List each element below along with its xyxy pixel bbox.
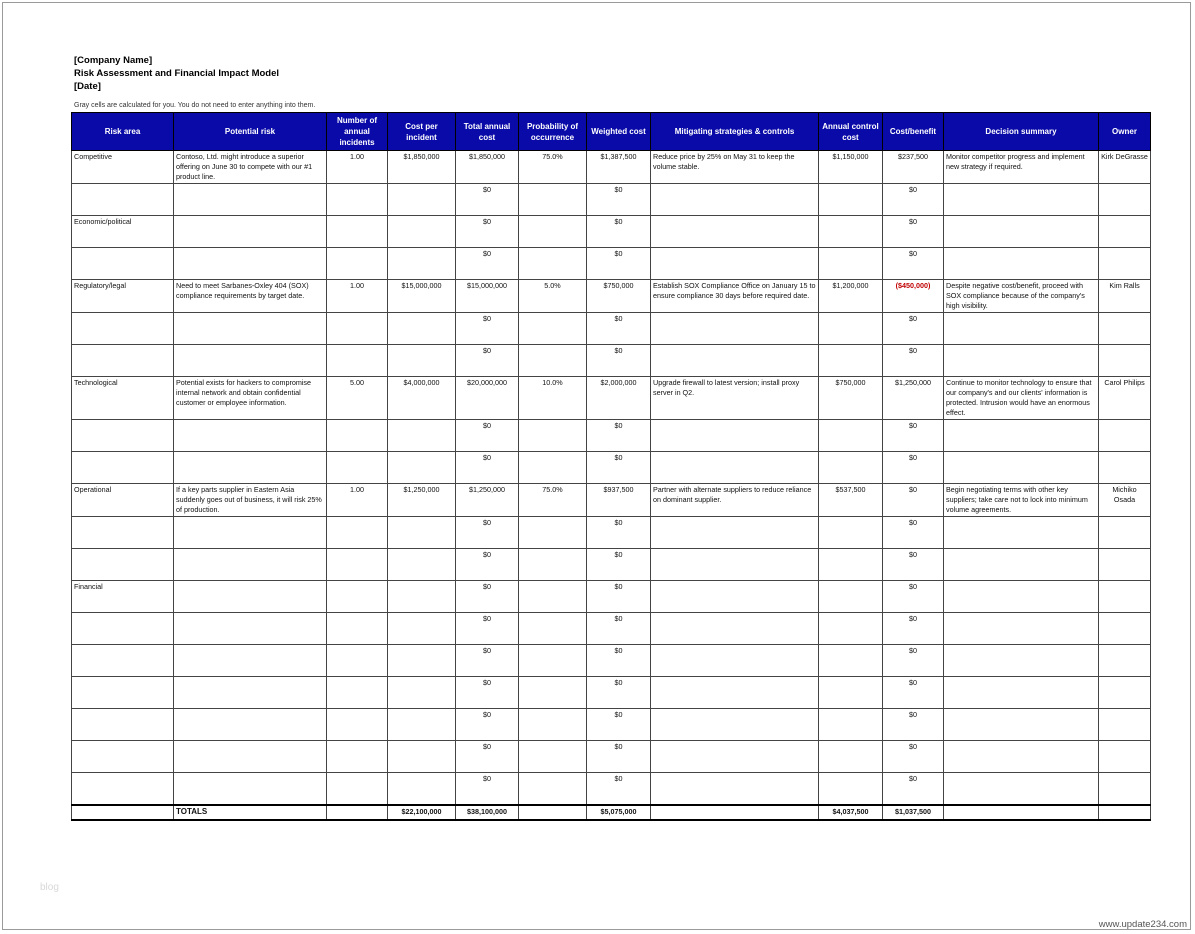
cell-probability[interactable]	[519, 709, 587, 741]
cell-decision-summary[interactable]	[944, 216, 1099, 248]
cell-potential-risk[interactable]	[174, 709, 327, 741]
cell-decision-summary[interactable]	[944, 248, 1099, 280]
cell-potential-risk[interactable]	[174, 517, 327, 549]
cell-weighted-cost[interactable]: $0	[587, 741, 651, 773]
col-weighted-cost[interactable]: Weighted cost	[587, 113, 651, 151]
cell-probability[interactable]	[519, 677, 587, 709]
cell-potential-risk[interactable]	[174, 549, 327, 581]
cell-annual-incidents[interactable]	[327, 773, 388, 806]
cell-annual-incidents[interactable]	[327, 452, 388, 484]
cell-potential-risk[interactable]	[174, 645, 327, 677]
cell-risk-area[interactable]: Competitive	[72, 151, 174, 184]
cell-cost-per-incident[interactable]: $15,000,000	[388, 280, 456, 313]
cell-cost-benefit[interactable]: $0	[883, 484, 944, 517]
cell-annual-control-cost[interactable]	[819, 184, 883, 216]
site-watermark: www.update234.com	[1098, 919, 1187, 930]
cell-cost-benefit[interactable]: $0	[883, 184, 944, 216]
col-annual-control-cost[interactable]: Annual control cost	[819, 113, 883, 151]
cell-cost-benefit[interactable]: $0	[883, 677, 944, 709]
cell-mitigating-strategies[interactable]	[651, 773, 819, 806]
table-row	[72, 151, 1151, 184]
cell-annual-control-cost[interactable]	[819, 773, 883, 806]
col-mitigating-strategies[interactable]: Mitigating strategies & controls	[651, 113, 819, 151]
cell-total-annual-cost[interactable]: $20,000,000	[456, 377, 519, 420]
cell-probability[interactable]	[519, 517, 587, 549]
cell-owner[interactable]: Kirk DeGrasse	[1099, 151, 1151, 184]
cell-cost-per-incident[interactable]	[388, 345, 456, 377]
total-risk-area	[72, 805, 174, 820]
cell-owner[interactable]: Carol Philips	[1099, 377, 1151, 420]
cell-weighted-cost[interactable]: $0	[587, 517, 651, 549]
table-row	[72, 184, 1151, 216]
cell-risk-area[interactable]	[72, 741, 174, 773]
cell-decision-summary[interactable]	[944, 517, 1099, 549]
document-title: Risk Assessment and Financial Impact Model	[74, 68, 280, 79]
cell-cost-per-incident[interactable]: $1,850,000	[388, 151, 456, 184]
cell-annual-control-cost[interactable]	[819, 452, 883, 484]
cell-annual-control-cost[interactable]	[819, 216, 883, 248]
cell-owner[interactable]	[1099, 613, 1151, 645]
cell-cost-benefit[interactable]: $0	[883, 709, 944, 741]
cell-risk-area[interactable]	[72, 613, 174, 645]
cell-cost-per-incident[interactable]	[388, 645, 456, 677]
cell-potential-risk[interactable]	[174, 345, 327, 377]
cell-probability[interactable]: 5.0%	[519, 280, 587, 313]
cell-owner[interactable]	[1099, 645, 1151, 677]
cell-weighted-cost[interactable]: $0	[587, 248, 651, 280]
cell-potential-risk[interactable]: Need to meet Sarbanes-Oxley 404 (SOX) compliance requirements by target date.	[174, 280, 327, 313]
cell-annual-incidents[interactable]	[327, 216, 388, 248]
cell-annual-control-cost[interactable]	[819, 248, 883, 280]
cell-total-annual-cost[interactable]: $0	[456, 741, 519, 773]
cell-decision-summary[interactable]	[944, 313, 1099, 345]
cell-weighted-cost[interactable]: $0	[587, 677, 651, 709]
cell-decision-summary[interactable]	[944, 645, 1099, 677]
cell-weighted-cost[interactable]: $0	[587, 345, 651, 377]
cell-decision-summary[interactable]	[944, 773, 1099, 806]
cell-weighted-cost[interactable]: $0	[587, 313, 651, 345]
cell-decision-summary[interactable]	[944, 709, 1099, 741]
cell-annual-incidents[interactable]	[327, 184, 388, 216]
cell-probability[interactable]	[519, 216, 587, 248]
cell-cost-per-incident[interactable]	[388, 709, 456, 741]
cell-probability[interactable]	[519, 184, 587, 216]
cell-risk-area[interactable]: Financial	[72, 581, 174, 613]
cell-risk-area[interactable]	[72, 313, 174, 345]
cell-potential-risk[interactable]: Potential exists for hackers to compromise internal network and obtain confidential customer or employee information.	[174, 377, 327, 420]
cell-cost-benefit[interactable]: $0	[883, 345, 944, 377]
cell-annual-control-cost[interactable]	[819, 345, 883, 377]
col-total-annual-cost[interactable]: Total annual cost	[456, 113, 519, 151]
cell-mitigating-strategies[interactable]	[651, 709, 819, 741]
col-cost-benefit[interactable]: Cost/benefit	[883, 113, 944, 151]
cell-mitigating-strategies[interactable]	[651, 549, 819, 581]
cell-annual-control-cost[interactable]	[819, 741, 883, 773]
cell-probability[interactable]: 75.0%	[519, 484, 587, 517]
cell-annual-control-cost[interactable]: $537,500	[819, 484, 883, 517]
cell-risk-area[interactable]: Operational	[72, 484, 174, 517]
cell-total-annual-cost[interactable]: $0	[456, 645, 519, 677]
cell-risk-area[interactable]	[72, 517, 174, 549]
cell-annual-control-cost[interactable]	[819, 709, 883, 741]
cell-risk-area[interactable]	[72, 549, 174, 581]
cell-cost-per-incident[interactable]	[388, 452, 456, 484]
cell-cost-per-incident[interactable]	[388, 581, 456, 613]
cell-probability[interactable]	[519, 345, 587, 377]
cell-annual-incidents[interactable]	[327, 313, 388, 345]
cell-probability[interactable]	[519, 452, 587, 484]
cell-mitigating-strategies[interactable]	[651, 613, 819, 645]
total-probability	[519, 805, 587, 820]
table-row	[72, 549, 1151, 581]
cell-cost-per-incident[interactable]: $1,250,000	[388, 484, 456, 517]
cell-owner[interactable]	[1099, 709, 1151, 741]
cell-cost-benefit[interactable]: $0	[883, 313, 944, 345]
cell-cost-benefit[interactable]: ($450,000)	[883, 280, 944, 313]
cell-annual-control-cost[interactable]	[819, 613, 883, 645]
cell-annual-incidents[interactable]	[327, 420, 388, 452]
table-row	[72, 248, 1151, 280]
cell-mitigating-strategies[interactable]	[651, 581, 819, 613]
cell-annual-incidents[interactable]	[327, 645, 388, 677]
cell-annual-incidents[interactable]	[327, 709, 388, 741]
cell-risk-area[interactable]: Technological	[72, 377, 174, 420]
cell-annual-incidents[interactable]	[327, 741, 388, 773]
cell-cost-per-incident[interactable]	[388, 517, 456, 549]
cell-annual-control-cost[interactable]	[819, 517, 883, 549]
document-date: [Date]	[74, 81, 101, 92]
cell-total-annual-cost[interactable]: $0	[456, 677, 519, 709]
cell-owner[interactable]	[1099, 248, 1151, 280]
cell-total-annual-cost[interactable]: $0	[456, 420, 519, 452]
cell-potential-risk[interactable]	[174, 420, 327, 452]
cell-annual-control-cost[interactable]: $750,000	[819, 377, 883, 420]
cell-total-annual-cost[interactable]: $0	[456, 709, 519, 741]
table-row	[72, 313, 1151, 345]
cell-potential-risk[interactable]	[174, 184, 327, 216]
table-row	[72, 773, 1151, 806]
cell-weighted-cost[interactable]: $1,387,500	[587, 151, 651, 184]
total-annual-control-cost: $4,037,500	[819, 805, 883, 820]
cell-cost-per-incident[interactable]	[388, 313, 456, 345]
cell-potential-risk[interactable]	[174, 773, 327, 806]
total-decision-summary	[944, 805, 1099, 820]
cell-probability[interactable]: 10.0%	[519, 377, 587, 420]
cell-cost-benefit[interactable]: $237,500	[883, 151, 944, 184]
cell-total-annual-cost[interactable]: $1,850,000	[456, 151, 519, 184]
cell-annual-control-cost[interactable]	[819, 313, 883, 345]
cell-weighted-cost[interactable]: $0	[587, 581, 651, 613]
cell-annual-incidents[interactable]	[327, 581, 388, 613]
cell-total-annual-cost[interactable]: $0	[456, 517, 519, 549]
table-row	[72, 280, 1151, 313]
cell-probability[interactable]	[519, 549, 587, 581]
cell-decision-summary[interactable]: Despite negative cost/benefit, proceed with SOX compliance because of the company's high visibility.	[944, 280, 1099, 313]
cell-mitigating-strategies[interactable]	[651, 216, 819, 248]
cell-cost-benefit[interactable]: $0	[883, 773, 944, 806]
cell-decision-summary[interactable]: Begin negotiating terms with other key suppliers; take care not to lock into minimum volume agreements.	[944, 484, 1099, 517]
cell-annual-incidents[interactable]	[327, 613, 388, 645]
total-cost-benefit: $1,037,500	[883, 805, 944, 820]
cell-owner[interactable]	[1099, 452, 1151, 484]
cell-owner[interactable]	[1099, 677, 1151, 709]
cell-total-annual-cost[interactable]: $1,250,000	[456, 484, 519, 517]
cell-mitigating-strategies[interactable]	[651, 677, 819, 709]
cell-cost-benefit[interactable]: $0	[883, 216, 944, 248]
total-weighted-cost: $5,075,000	[587, 805, 651, 820]
cell-mitigating-strategies[interactable]: Partner with alternate suppliers to reduce reliance on dominant supplier.	[651, 484, 819, 517]
col-potential-risk[interactable]: Potential risk	[174, 113, 327, 151]
cell-decision-summary[interactable]	[944, 452, 1099, 484]
cell-cost-benefit[interactable]: $0	[883, 613, 944, 645]
cell-total-annual-cost[interactable]: $0	[456, 581, 519, 613]
cell-risk-area[interactable]: Economic/political	[72, 216, 174, 248]
cell-cost-benefit[interactable]: $0	[883, 452, 944, 484]
cell-cost-benefit[interactable]: $0	[883, 420, 944, 452]
cell-annual-control-cost[interactable]	[819, 549, 883, 581]
cell-cost-benefit[interactable]: $0	[883, 549, 944, 581]
cell-risk-area[interactable]	[72, 709, 174, 741]
cell-total-annual-cost[interactable]: $0	[456, 613, 519, 645]
cell-mitigating-strategies[interactable]: Reduce price by 25% on May 31 to keep the volume stable.	[651, 151, 819, 184]
cell-weighted-cost[interactable]: $0	[587, 184, 651, 216]
cell-cost-per-incident[interactable]	[388, 741, 456, 773]
cell-owner[interactable]: Kim Ralls	[1099, 280, 1151, 313]
total-annual-incidents	[327, 805, 388, 820]
col-cost-per-incident[interactable]: Cost per incident	[388, 113, 456, 151]
col-annual-incidents[interactable]: Number of annual incidents	[327, 113, 388, 151]
cell-owner[interactable]	[1099, 216, 1151, 248]
cell-total-annual-cost[interactable]: $0	[456, 216, 519, 248]
table-row	[72, 484, 1151, 517]
cell-annual-control-cost[interactable]: $1,150,000	[819, 151, 883, 184]
cell-probability[interactable]	[519, 741, 587, 773]
cell-potential-risk[interactable]	[174, 581, 327, 613]
cell-weighted-cost[interactable]: $750,000	[587, 280, 651, 313]
cell-annual-control-cost[interactable]: $1,200,000	[819, 280, 883, 313]
cell-annual-incidents[interactable]: 1.00	[327, 280, 388, 313]
table-row	[72, 709, 1151, 741]
cell-risk-area[interactable]	[72, 452, 174, 484]
col-decision-summary[interactable]: Decision summary	[944, 113, 1099, 151]
cell-annual-incidents[interactable]: 1.00	[327, 151, 388, 184]
cell-mitigating-strategies[interactable]	[651, 741, 819, 773]
cell-risk-area[interactable]	[72, 184, 174, 216]
cell-probability[interactable]	[519, 420, 587, 452]
cell-cost-per-incident[interactable]	[388, 420, 456, 452]
table-row	[72, 613, 1151, 645]
totals-row	[72, 805, 1151, 820]
cell-decision-summary[interactable]	[944, 581, 1099, 613]
cell-decision-summary[interactable]	[944, 613, 1099, 645]
cell-mitigating-strategies[interactable]	[651, 420, 819, 452]
cell-weighted-cost[interactable]: $937,500	[587, 484, 651, 517]
cell-mitigating-strategies[interactable]	[651, 645, 819, 677]
cell-mitigating-strategies[interactable]: Establish SOX Compliance Office on January 15 to ensure compliance 30 days before required date.	[651, 280, 819, 313]
cell-total-annual-cost[interactable]: $0	[456, 773, 519, 806]
cell-cost-benefit[interactable]: $0	[883, 248, 944, 280]
cell-decision-summary[interactable]	[944, 549, 1099, 581]
cell-cost-benefit[interactable]: $0	[883, 645, 944, 677]
cell-mitigating-strategies[interactable]: Upgrade firewall to latest version; install proxy server in Q2.	[651, 377, 819, 420]
total-mitigating-strategies	[651, 805, 819, 820]
cell-probability[interactable]: 75.0%	[519, 151, 587, 184]
cell-owner[interactable]	[1099, 313, 1151, 345]
cell-mitigating-strategies[interactable]	[651, 517, 819, 549]
cell-decision-summary[interactable]: Continue to monitor technology to ensure that our company's and our clients' information is protected. Intrusion would have an enormous effect.	[944, 377, 1099, 420]
cell-owner[interactable]	[1099, 741, 1151, 773]
cell-cost-per-incident[interactable]: $4,000,000	[388, 377, 456, 420]
cell-mitigating-strategies[interactable]	[651, 452, 819, 484]
table-row	[72, 452, 1151, 484]
cell-probability[interactable]	[519, 613, 587, 645]
cell-owner[interactable]	[1099, 345, 1151, 377]
cell-risk-area[interactable]	[72, 345, 174, 377]
cell-cost-per-incident[interactable]	[388, 184, 456, 216]
cell-owner[interactable]	[1099, 549, 1151, 581]
col-risk-area[interactable]: Risk area	[72, 113, 174, 151]
table-row	[72, 216, 1151, 248]
cell-weighted-cost[interactable]: $2,000,000	[587, 377, 651, 420]
cell-decision-summary[interactable]	[944, 184, 1099, 216]
cell-weighted-cost[interactable]: $0	[587, 613, 651, 645]
cell-mitigating-strategies[interactable]	[651, 345, 819, 377]
cell-annual-incidents[interactable]: 1.00	[327, 484, 388, 517]
cell-cost-per-incident[interactable]	[388, 216, 456, 248]
cell-potential-risk[interactable]: Contoso, Ltd. might introduce a superior offering on June 30 to compete with our #1 product line.	[174, 151, 327, 184]
cell-weighted-cost[interactable]: $0	[587, 549, 651, 581]
total-owner	[1099, 805, 1151, 820]
cell-annual-incidents[interactable]	[327, 248, 388, 280]
cell-owner[interactable]	[1099, 420, 1151, 452]
cell-annual-control-cost[interactable]	[819, 677, 883, 709]
table-row	[72, 581, 1151, 613]
cell-potential-risk[interactable]	[174, 677, 327, 709]
table-row	[72, 345, 1151, 377]
cell-decision-summary[interactable]: Monitor competitor progress and implement new strategy if required.	[944, 151, 1099, 184]
cell-cost-benefit[interactable]: $0	[883, 517, 944, 549]
cell-cost-per-incident[interactable]	[388, 613, 456, 645]
cell-annual-incidents[interactable]	[327, 549, 388, 581]
cell-annual-incidents[interactable]	[327, 677, 388, 709]
cell-mitigating-strategies[interactable]	[651, 313, 819, 345]
cell-annual-incidents[interactable]	[327, 345, 388, 377]
cell-potential-risk[interactable]	[174, 741, 327, 773]
cell-probability[interactable]	[519, 581, 587, 613]
cell-weighted-cost[interactable]: $0	[587, 645, 651, 677]
cell-probability[interactable]	[519, 645, 587, 677]
cell-total-annual-cost[interactable]: $0	[456, 248, 519, 280]
cell-cost-benefit[interactable]: $0	[883, 741, 944, 773]
cell-annual-control-cost[interactable]	[819, 645, 883, 677]
table-row	[72, 377, 1151, 420]
total-cost-per-incident: $22,100,000	[388, 805, 456, 820]
cell-potential-risk[interactable]	[174, 313, 327, 345]
cell-risk-area[interactable]	[72, 773, 174, 806]
cell-owner[interactable]: Michiko Osada	[1099, 484, 1151, 517]
totals-label: TOTALS	[174, 805, 327, 820]
cell-total-annual-cost[interactable]: $0	[456, 549, 519, 581]
cell-potential-risk[interactable]	[174, 216, 327, 248]
col-probability[interactable]: Probability of occurrence	[519, 113, 587, 151]
cell-probability[interactable]	[519, 248, 587, 280]
cell-mitigating-strategies[interactable]	[651, 184, 819, 216]
cell-mitigating-strategies[interactable]	[651, 248, 819, 280]
table-row	[72, 645, 1151, 677]
cell-total-annual-cost[interactable]: $15,000,000	[456, 280, 519, 313]
cell-cost-per-incident[interactable]	[388, 773, 456, 806]
cell-weighted-cost[interactable]: $0	[587, 773, 651, 806]
table-row	[72, 741, 1151, 773]
cell-risk-area[interactable]: Regulatory/legal	[72, 280, 174, 313]
cell-annual-control-cost[interactable]	[819, 581, 883, 613]
cell-cost-benefit[interactable]: $0	[883, 581, 944, 613]
cell-weighted-cost[interactable]: $0	[587, 452, 651, 484]
cell-potential-risk[interactable]: If a key parts supplier in Eastern Asia suddenly goes out of business, it will risk 25% of production.	[174, 484, 327, 517]
cell-risk-area[interactable]	[72, 677, 174, 709]
cell-annual-incidents[interactable]	[327, 517, 388, 549]
cell-total-annual-cost[interactable]: $0	[456, 184, 519, 216]
cell-cost-per-incident[interactable]	[388, 248, 456, 280]
cell-potential-risk[interactable]	[174, 452, 327, 484]
cell-annual-incidents[interactable]: 5.00	[327, 377, 388, 420]
cell-probability[interactable]	[519, 773, 587, 806]
cell-owner[interactable]	[1099, 184, 1151, 216]
header-row	[72, 113, 1151, 151]
cell-total-annual-cost[interactable]: $0	[456, 345, 519, 377]
col-owner[interactable]: Owner	[1099, 113, 1151, 151]
cell-owner[interactable]	[1099, 773, 1151, 806]
cell-decision-summary[interactable]	[944, 420, 1099, 452]
cell-decision-summary[interactable]	[944, 345, 1099, 377]
cell-risk-area[interactable]	[72, 645, 174, 677]
cell-total-annual-cost[interactable]: $0	[456, 313, 519, 345]
cell-decision-summary[interactable]	[944, 741, 1099, 773]
total-total-annual-cost: $38,100,000	[456, 805, 519, 820]
cell-annual-control-cost[interactable]	[819, 420, 883, 452]
cell-risk-area[interactable]	[72, 420, 174, 452]
cell-weighted-cost[interactable]: $0	[587, 420, 651, 452]
table-row	[72, 677, 1151, 709]
table-row	[72, 517, 1151, 549]
cell-owner[interactable]	[1099, 581, 1151, 613]
blog-watermark: blog	[40, 882, 59, 893]
cell-potential-risk[interactable]	[174, 248, 327, 280]
cell-owner[interactable]	[1099, 517, 1151, 549]
risk-table	[71, 112, 1151, 821]
cell-total-annual-cost[interactable]: $0	[456, 452, 519, 484]
cell-cost-benefit[interactable]: $1,250,000	[883, 377, 944, 420]
cell-probability[interactable]	[519, 313, 587, 345]
cell-risk-area[interactable]	[72, 248, 174, 280]
cell-decision-summary[interactable]	[944, 677, 1099, 709]
cell-cost-per-incident[interactable]	[388, 677, 456, 709]
cell-cost-per-incident[interactable]	[388, 549, 456, 581]
cell-potential-risk[interactable]	[174, 613, 327, 645]
table-row	[72, 420, 1151, 452]
instruction-note: Gray cells are calculated for you. You do not need to enter anything into them.	[74, 102, 316, 109]
cell-weighted-cost[interactable]: $0	[587, 216, 651, 248]
cell-weighted-cost[interactable]: $0	[587, 709, 651, 741]
company-name: [Company Name]	[74, 55, 153, 66]
